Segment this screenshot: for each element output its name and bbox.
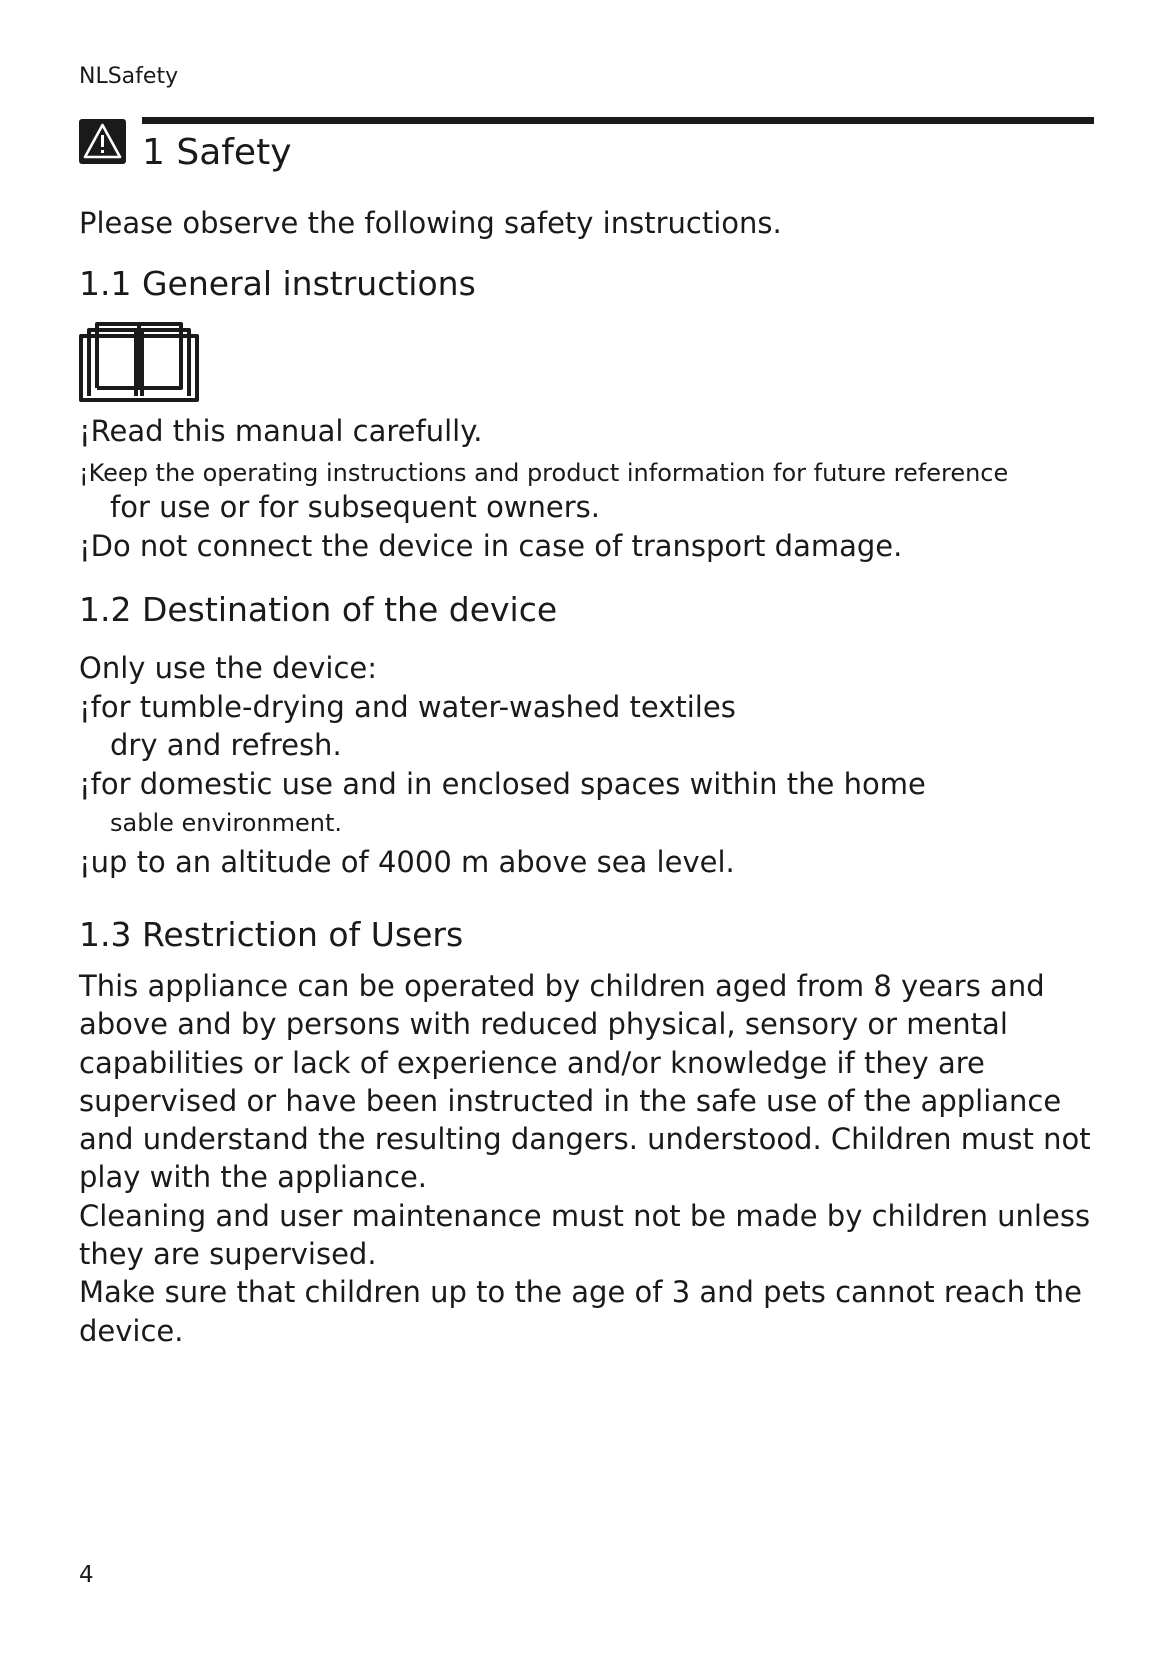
destination-line: ¡up to an altitude of 4000 m above sea level. xyxy=(79,845,735,879)
destination-line: ¡for domestic use and in enclosed spaces within the home xyxy=(79,767,926,801)
restriction-paragraph: Cleaning and user maintenance must not be made by children unless they are supervised. xyxy=(79,1198,1091,1272)
destination-line: Only use the device: xyxy=(79,651,378,685)
page-number: 4 xyxy=(79,1562,94,1588)
instruction-line: ¡Read this manual carefully. xyxy=(79,414,483,448)
warning-triangle-icon xyxy=(79,119,126,164)
instruction-line: for use or for subsequent owners. xyxy=(110,490,600,524)
instruction-line: ¡Do not connect the device in case of transport damage. xyxy=(79,529,903,563)
destination-line: dry and refresh. xyxy=(110,728,342,762)
section-heading-restriction-of-users: 1.3 Restriction of Users xyxy=(79,915,464,954)
destination-line: ¡for tumble-drying and water-washed textiles xyxy=(79,690,736,724)
page-title: 1 Safety xyxy=(142,132,292,173)
restriction-paragraphs xyxy=(79,967,1099,1350)
section-heading-general-instructions: 1.1 General instructions xyxy=(79,264,476,303)
intro-text: Please observe the following safety instructions. xyxy=(79,206,782,240)
title-rule xyxy=(142,117,1094,124)
section-heading-destination: 1.2 Destination of the device xyxy=(79,590,558,629)
running-header: NLSafety xyxy=(79,64,179,89)
destination-line: sable environment. xyxy=(110,809,342,837)
instruction-line: ¡Keep the operating instructions and product information for future reference xyxy=(79,459,1009,487)
restriction-paragraph: Make sure that children up to the age of 3 and pets cannot reach the device. xyxy=(79,1275,1082,1348)
open-book-icon xyxy=(79,322,199,408)
restriction-paragraph: This appliance can be operated by children aged from 8 years and above and by persons with reduced physical, sensory or mental capabilities or lack of experience and/or knowledge if they are supervised or have been instructed in the safe use of the appliance and understand the resulting dangers. understood. Children must not play with the appliance. xyxy=(79,969,1091,1195)
